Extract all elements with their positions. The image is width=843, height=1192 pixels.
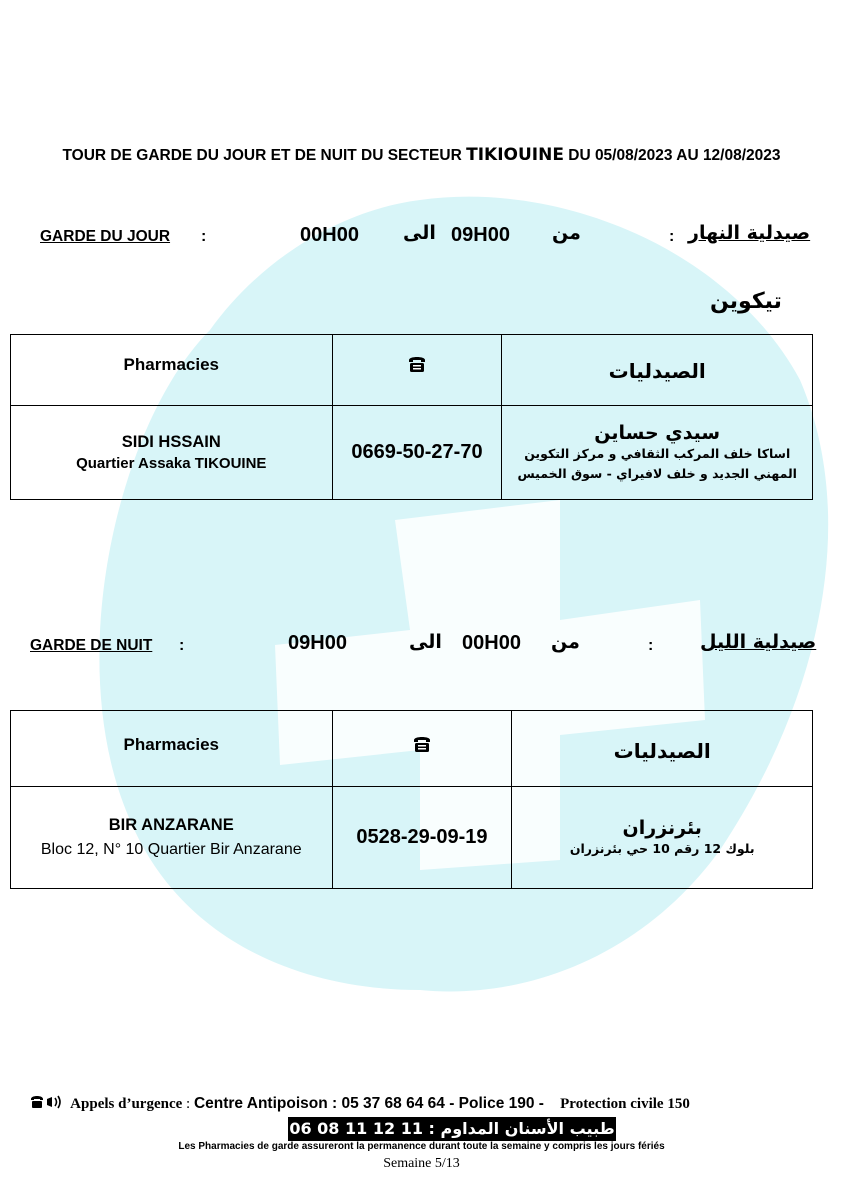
table-header-row	[11, 335, 813, 406]
pharmacy-name-ar: سيدي حساين	[594, 422, 721, 445]
table-row	[11, 406, 813, 500]
pharmacy-cell	[11, 787, 333, 889]
night-label-fr: GARDE DE NUIT	[30, 637, 153, 654]
night-colon-left: :	[179, 637, 185, 654]
pharmacy-address-ar: بلوك 12 رقم 10 حي بئرنزران	[569, 840, 755, 856]
header-pharmacies: Pharmacies	[11, 711, 333, 787]
night-label-ar: صيدلية الليل	[700, 631, 817, 653]
pharmacy-cell	[11, 406, 333, 500]
telephone-icon	[407, 355, 427, 373]
pharmacy-name: SIDI HSSAIN	[121, 433, 221, 451]
night-pharmacy-table	[10, 710, 813, 889]
pharmacy-phone: 0528-29-09-19	[356, 826, 488, 848]
pharmacy-name-ar: بئرنزران	[622, 816, 702, 839]
weekly-note: Les Pharmacies de garde assureront la permanence durant toute la semaine y compris les jours fériés	[178, 1141, 665, 1152]
night-from-ar: من	[551, 631, 580, 653]
header-phone	[332, 335, 502, 406]
night-to-ar: الى	[409, 631, 442, 653]
header-pharmacies: Pharmacies	[11, 335, 333, 406]
pharmacy-ar-cell	[502, 406, 813, 500]
pharmacy-address: Quartier Assaka TIKOUINE	[76, 455, 267, 472]
town-ar: تيكوين	[710, 289, 782, 314]
telephone-icon	[412, 735, 432, 753]
day-pharmacy-table	[10, 334, 813, 500]
pharmacy-address-ar-1: اساكا خلف المركب الثقافي و مركز التكوين	[524, 446, 791, 462]
day-label-ar: صيدلية النهار	[688, 222, 811, 244]
phone-cell	[332, 787, 512, 889]
pharmacy-ar-cell	[512, 787, 813, 889]
table-header-row	[11, 711, 813, 787]
day-to-ar: الى	[403, 222, 436, 244]
pharmacy-address: Bloc 12, N° 10 Quartier Bir Anzarane	[40, 841, 302, 858]
pharmacy-address-ar-2: المهني الجديد و خلف لافيراي - سوق الخميس	[517, 465, 797, 481]
night-time-end: 09H00	[288, 632, 347, 654]
night-time-start: 00H00	[462, 632, 521, 654]
day-from-ar: من	[552, 222, 581, 244]
header-pharmacies-ar: الصيدليات	[502, 335, 813, 406]
pharmacy-name: BIR ANZARANE	[108, 816, 234, 834]
urgence-numbers: Centre Antipoison : 05 37 68 64 64 - Police 190 -	[193, 1095, 544, 1112]
week-number: Semaine 5/13	[383, 1156, 460, 1171]
sector-name: TIKIOUINE	[466, 145, 564, 165]
night-colon-right: :	[648, 637, 654, 654]
page-title: TOUR DE GARDE DU JOUR ET DE NUIT DU SECTEUR TIKIOUINE DU 05/08/2023 AU 12/08/2023	[62, 145, 781, 165]
phone-cell	[332, 406, 502, 500]
protection-civile: Protection civile 150	[560, 1096, 690, 1112]
day-colon-right: :	[669, 228, 675, 245]
header-phone	[332, 711, 512, 787]
day-time-start: 09H00	[451, 224, 510, 246]
table-row	[11, 787, 813, 889]
phone-ring-icon	[30, 1095, 64, 1109]
urgence-label: Appels d’urgence	[70, 1096, 183, 1112]
day-label-fr: GARDE DU JOUR	[40, 228, 171, 245]
emergency-line: Appels d’urgence : Centre Antipoison : 05 37 68 64 64 - Police 190 - Protection civile 150	[30, 1095, 830, 1113]
dentist-on-duty: طبيب الأسنان المداوم : 11 12 11 08 06	[288, 1117, 616, 1141]
pharmacy-phone: 0669-50-27-70	[351, 441, 483, 463]
day-colon-left: :	[201, 228, 207, 245]
day-time-end: 00H00	[300, 224, 359, 246]
header-pharmacies-ar: الصيدليات	[512, 711, 813, 787]
